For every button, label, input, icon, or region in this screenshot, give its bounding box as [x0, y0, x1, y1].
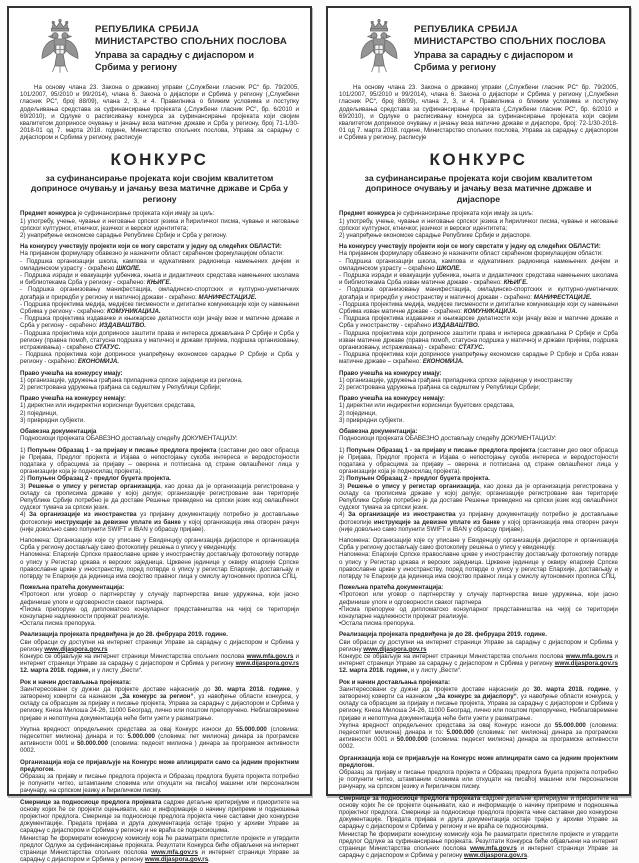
paragraph: Сви обрасци су доступни на интернет страници Управе за сарадњу с дијаспором и Србима у региону www.dijaspora.gov.rs	[339, 638, 618, 653]
area-abbreviation: СТАТУС.	[94, 344, 121, 352]
paragraph	[20, 631, 299, 638]
paragraph	[20, 243, 299, 250]
bold-text: Предмет конкурса	[339, 210, 396, 218]
bold-text: Смернице за подносиоце предлога пројеката	[20, 798, 162, 806]
paragraph: - Подршка организацији школа, кампова и едукативних радионица намењених дечјем и омладинском узрасту - скраћено ШКОЛЕ.	[20, 257, 299, 272]
paragraph: •Писма препоруке од дипломатско конзуларног представништва на чијој се територији конзуларне надлежности пројекат реализује.	[339, 605, 618, 620]
document-title: КОНКУРС	[429, 149, 528, 169]
department-name-line1: Управа за сарадњу с дијаспором и	[414, 49, 573, 60]
paragraph: - Подршка организовању манифестација, омладинско-спортских и културно-уметничких догађаја и приредби у иностранству и матичној држави - скраћено: МАНИФЕСТАЦИЈЕ.	[339, 286, 618, 301]
paragraph: - Подршка пројектима медија, медијске писмености и дигиталне комуникације који су намењени Србима у региону - скраћено: КОМУНИКАЦИЈА.	[20, 300, 299, 316]
paragraph: Предмет конкурса је суфинансирање пројеката који имају за циљ:	[339, 210, 534, 218]
bold-text: Право учешћа на конкурсу имају:	[20, 369, 123, 377]
paragraph: 4) За организације из иностранства уз пријавну документацију потребно је достављање фотокопије инструкције за девизне уплате из банке у којој организација има отворен рачун (није довољно само попунити SWIFT и IBAN у обрасцу пријаве).	[20, 511, 299, 533]
serbia-coat-of-arms-icon	[37, 18, 83, 78]
ministry-name: МИНИСТАРСТВО СПОЉНИХ ПОСЛОВА	[414, 36, 606, 47]
bold-text: Попуњен Образац 2 - предлог буџета пројекта.	[346, 475, 490, 483]
bold-text: Попуњен Образац 2 - предлог буџета пројекта.	[27, 475, 171, 483]
bold-text: 12. марта 2018. године,	[20, 667, 91, 675]
document-section	[20, 537, 299, 580]
paragraph: •Остала писма препорука.	[20, 620, 96, 628]
document-section	[339, 537, 618, 580]
serbia-coat-of-arms-icon	[356, 18, 402, 78]
document-section	[20, 759, 299, 795]
link-url[interactable]: www.mfa.gov.rs	[151, 849, 198, 857]
bold-text: За организације из иностранства	[348, 511, 456, 519]
document-section	[339, 795, 618, 860]
bold-text: Смернице за подносиоце предлога пројеката	[339, 794, 481, 802]
paragraph: 3) привредни субјекти.	[20, 416, 86, 424]
paragraph: 1) употребу, учење, чување и неговање српског језика и ћириличког писма, чување и неговање српског културног, етничког, језичког и верског идентитета;	[20, 217, 299, 232]
paragraph: - Подршка пројектима медија, медијске писмености и дигиталне комуникације који су намењени Србима изван матичне државе - скраћено: КОМУНИКАЦИЈА.	[339, 300, 618, 316]
document-page-diaspora	[326, 6, 631, 860]
document-header	[20, 15, 299, 80]
document-subtitle: за суфинансирање пројеката који својим квалитетом доприносе очувању и јачању веза матичне државе и дијаспоре	[364, 172, 593, 204]
paragraph: 2) Попуњен Образац 2 - предлог буџета пројекта.	[20, 475, 171, 483]
bold-text: Предмет конкурса	[20, 210, 77, 218]
document-subtitle: за суфинансирање пројеката који својим квалитетом доприносе очувању и јачању веза матичне државе и Срба у региону	[30, 172, 289, 204]
paragraph	[339, 679, 618, 686]
paragraph: 2) унапређење економске сарадње Републике Србије и дијаспоре.	[339, 232, 532, 240]
paragraph: 3) Решење о упису у регистар организација, као доказ да је организација регистрована у складу са прописима државе у којој делује; организације регистроване ван територије Републике Србије потребно је да доставе Решење преведено на српски језик код овлашћеног судског тумача за српски језик.	[20, 482, 299, 512]
bold-text: „За конкурс за регион“	[119, 693, 194, 700]
paragraph: Подносиоци пројеката ОБАВЕЗНО достављају следећу ДОКУМЕНТАЦИЈУ:	[20, 435, 238, 443]
bold-text: Организација која се пријављује на Конкурс може аплицирати само са једним пројектним предлогом.	[339, 754, 618, 769]
paragraph: - Подршка пројектима који доприносе унапређењу економске сарадње Р Србије и Срба изван матичне државе – скраћено: ЕКОНОМИЈА.	[339, 351, 618, 366]
link-url[interactable]: www.mfa.gov.rs	[246, 652, 294, 660]
paragraph	[20, 370, 299, 377]
paragraph: - Подршка пројектима који доприносе унапређењу економске сарадње Р Србије и Срба у региону - скраћено: ЕКОНОМИЈА.	[20, 351, 299, 366]
bold-text: Пожељна пратећа документација:	[339, 584, 444, 592]
document-body	[339, 210, 618, 859]
paragraph: Смернице за подносиоце предлога пројеката садрже детаљне критеријуме и приоритете на основу којих ће се пројекти оцењивати, као и информације о начину припреме и подношења пројектног предлога. Смернице за подносиоце предлога пројекта чине саставни део конкурсне документације. Предата пријава и друга документација остаје трајно у архиви Управе за сарадњу с дијаспором и Србима у региону и не враћа се подносиоцима.	[339, 794, 618, 831]
area-abbreviation: ИЗДАВАШТВО.	[432, 322, 480, 330]
paragraph: - Подршка пројектима издавачке и књижарске делатности који јачају везе и матичне државе и Срба у иностранству - скраћено ИЗДАВАШТВО.	[339, 315, 618, 330]
paragraph: Напомена: Организације које су уписане у Евиденцију организација дијаспоре и организација Срба у региону достављају само фотокопију решења о упису у евиденцију.	[339, 536, 618, 552]
document-header	[339, 15, 618, 80]
document-section	[20, 799, 299, 863]
department-name-line1: Управа за сарадњу с дијаспором и	[95, 49, 254, 60]
link-url[interactable]: www.mfa.gov.rs	[565, 652, 613, 660]
paragraph: •Протокол или уговор о партнерству у случају партнерства више удружења, који јасно дефинише улоге и одговорности сваког партнера.	[20, 591, 299, 606]
area-abbreviation: КОМУНИКАЦИЈА.	[463, 308, 518, 316]
paragraph: Предмет конкурса је суфинансирање пројеката који имају за циљ:	[20, 210, 215, 218]
paragraph: Заинтересовани су дужни да пројекте доставе најкасније до 30. марта 2018. године, у затвореној коверти са назнаком „За конкурс за дијаспору“, уз навођење области конкурса, у складу са обрасцем за пријаву и писање пројекта, Управа за сарадњу с дијаспором и Србима у региону, Кнеза Милоша 24-26, 11000 Београд, лично или поштом препоручено, Неблаговремене пријаве и непотпуна документација неће бити узети у разматрање.	[339, 685, 618, 722]
country-name: РЕПУБЛИКА СРБИЈА	[414, 23, 518, 35]
paragraph: 3) Решење о упису у регистар организација, као доказ да је организација регистрована у складу са прописима државе у којој делује; организације регистроване ван територије Републике Србије потребно је да доставе Решење преведено на српски језик код овлашћеног судског тумача за српски језик.	[339, 482, 618, 512]
document-section	[20, 679, 299, 722]
paragraph: 1) организације, удружења грађана припадника српске заједнице из региона,	[20, 376, 243, 384]
document-section	[339, 755, 618, 791]
paragraph: На пријавном формулару обавезно је назначити област скраћеном формулацијом области:	[20, 250, 284, 258]
document-section	[339, 447, 618, 533]
paragraph: На пријавном формулару обавезно је назначити област скраћеном формулацијом области:	[339, 250, 603, 258]
document-section	[20, 370, 299, 392]
paragraph	[20, 679, 299, 686]
paragraph: 1) Попуњен Образац 1 - за пријаву и писање предлога пројекта (саставни део овог обрасца је Пријава, Предлог пројекта и Изјава о непостојању сукоба интереса и веродостојности података у обрасцима за пријаву – оверена и потписана од стране овлашћеног лица у организацији која је подносилац пројекта).	[339, 446, 618, 476]
paragraph: - Подршка организацији школа, кампова и едукативних радионица намењених дечјем и омладинском узрасту – скраћено ШКОЛЕ.	[339, 257, 618, 272]
paragraph	[339, 370, 618, 377]
bold-text: „За конкурс за дијаспору“	[434, 693, 517, 700]
bold-text: Решење о упису у регистар организација	[28, 482, 161, 490]
bold-text: Реализација пројеката предвиђена је до 28. фебруара 2019. године.	[20, 631, 228, 639]
paragraph: 2) регистрована удружења грађана са седиштем у Републици Србији;	[339, 384, 541, 392]
link-url[interactable]: www.dijaspora.gov.rs	[363, 645, 427, 653]
bold-text: 30. марта 2018. године	[533, 685, 610, 693]
paragraph	[339, 755, 618, 769]
paragraph: 1) директни или индиректни корисници буџетских средстава,	[339, 402, 515, 410]
document-section	[339, 631, 618, 674]
document-section	[339, 370, 618, 392]
bold-text: инструкције за девизне уплате из банке	[373, 518, 500, 526]
bold-text: На конкурсу учествују пројекти који се могу сврстати у једну од следећих ОБЛАСТИ:	[20, 243, 282, 251]
legal-basis-paragraph: На основу члана 23. Закона о државној управи („Службени гласник РС“ бр. 79/2005, 101/2007, 95/2010 и 99/2014), члана 6. Закона о дијаспори и Србима у региону („Службени гласник РС“, број 88/09), члана 2, 3, и 4. Правилника о ближим условима и поступку додељивања средстава за суфинансирање пројеката („Службени гласник РС“, бр. 6/2010 и 69/2010), и Одлуке о расписивању конкурса за суфинансирање пројеката који својим квалитетом доприносе очувању и јачању веза матичне државе и дијаспоре, број: 72-1/30-2018-01 од 7. марта 2018. године, Министарство спољних послова, Управа за сарадњу с дијаспором и Србима у региону, расписује	[339, 84, 618, 142]
paragraph: Укупна вредност опредељених средстава за овај Конкурс износи до 55.000.000 (словима: педесетпет милиона) динара и то: 5.000.000 (словима: пет милиона) динара за програмске активности 0001 и 50.000.000 (словима: педесет милиона ) динара за програмске активности 0002.	[20, 725, 300, 755]
area-abbreviation: МАНИФЕСТАЦИЈЕ.	[198, 293, 257, 301]
area-abbreviation: МАНИФЕСТАЦИЈЕ.	[533, 293, 592, 301]
paragraph	[20, 584, 299, 591]
bold-text: На конкурсу учествују пројекти који се могу сврстати у једну од следећих ОБЛАСТИ:	[339, 243, 601, 251]
area-abbreviation: ЕКОНОМИЈА.	[77, 358, 120, 366]
paragraph: Министар ће формирати конкурсну комисију која ће разматрати пристигле пројекте и утврдити предлог Одлуке за суфинансирање пројеката. Резултати Конкурса биће објављени на интернет страници Министарства спољних послова www.mfa.gov.rs и интернет страници Управе за сарадњу с дијаспором и Србима у региону www.dijaspora.gov.rs.	[20, 834, 299, 863]
bold-text: Реализација пројеката предвиђена је до 28. фебруара 2019. године.	[339, 631, 547, 639]
bold-text: 30. марта 2018. године	[214, 685, 291, 693]
link-url[interactable]: www.dijaspora.gov.rs	[463, 852, 528, 860]
document-section	[339, 428, 618, 442]
bold-text: Попуњен Образац 1 - за пријаву и писање предлога пројекта	[27, 446, 217, 454]
bold-text: Пожељна пратећа документација:	[20, 584, 125, 592]
bold-text: 55.000.000	[554, 721, 586, 729]
document-section	[20, 631, 299, 674]
document-body	[20, 210, 299, 863]
paragraph: 3) привредни субјекти.	[339, 416, 405, 424]
document-section	[20, 447, 299, 533]
document-page-region	[7, 6, 312, 863]
paragraph: - Подршка организовању манифестација, омладинско-спортских и културно-уметничких догађаја и приредби у региону и матичној држави - скраћено: МАНИФЕСТАЦИЈЕ.	[20, 286, 299, 301]
link-url[interactable]: www.dijaspora.gov.rs	[554, 660, 618, 668]
paragraph	[339, 631, 618, 638]
paragraph: Напомена: Епархије Српске православне цркве у иностранству достављају фотокопију потврде о упису у Регистар цркава и верских заједница. Црквене јединице у оквиру епархије Српске православне цркве у иностранству, поред потврде о упису у регистар Епархије, достављају и потврду те Епархије да јединица има својство правног лица у смислу аутономних прописа СПЦ.	[20, 551, 299, 580]
bold-text: Обавезна документација:	[339, 428, 418, 436]
area-abbreviation: ЕКОНОМИЈА.	[422, 358, 464, 366]
paragraph: Заинтересовани су дужни да пројекте доставе најкасније до 30. марта 2018. године, у затвореној коверти са назнаком „За конкурс за регион“, уз навођење области конкурса, у складу са обрасцем за пријаву и писање пројекта, Управа за сарадњу с дијаспором и Србима у региону, Кнеза Милоша 24-26, 11000 Београд, лично или поштом препоручено. Неблаговремене пријаве и непотпуна документација неће бити узети у разматрање.	[20, 685, 299, 722]
document-section	[20, 726, 299, 755]
ministry-name: МИНИСТАРСТВО СПОЉНИХ ПОСЛОВА	[95, 36, 287, 47]
department-name-line2: Србима у региону	[414, 61, 497, 72]
paragraph: Напомена: Епархије Српске православне цркве у иностранству достављају фотокопију потврде о упису у Регистар цркава и верских заједница. Црквене јединице у оквиру епархије Српске православне цркве у иностранству, поред потврде о упису у регистар Епархије, достављају и потврду те Епархије да јединица има својство правног лица у смислу аутономних прописа СПЦ.	[339, 551, 618, 580]
bold-text: 55.000.000	[235, 725, 267, 733]
paragraph: Конкурс се објављује на интернет страници Министарства спољних послова www.mfa.gov.rs и интернет страници Управе за сарадњу с дијаспором и Србима у региону www.dijaspora.gov.rs 12. марта 2018. године, и у листу „Вести“.	[339, 652, 618, 675]
paragraph: Министар ће формирати конкурсну комисију која ће разматрати пристигле пројекте и утврдити предлог Одлуке за суфинансирање пројеката. Резултати Конкурса биће објављени на интернет страници Министарства спољних послова www.mfa.gov.rs и интернет страници Управе за сарадњу с дијаспором и Србима у региону www.dijaspora.gov.rs.	[339, 830, 618, 860]
bold-text: Право учешћа на конкурсу немају:	[20, 395, 126, 403]
area-abbreviation: КЊИГЕ.	[146, 279, 172, 287]
paragraph: - Подршка изради и евакуацији уџбеника, књига и дидактичких средстава намењених школама и библиотекама Срба у региону - скраћено: КЊИГЕ.	[20, 272, 299, 287]
paragraph	[20, 759, 299, 773]
bold-text: Право учешћа на конкурсу имају:	[339, 369, 442, 377]
area-abbreviation: КЊИГЕ.	[503, 279, 528, 287]
bold-text: Рок и начин достављања пројеката:	[20, 678, 132, 686]
paragraph	[339, 243, 618, 250]
area-abbreviation: ШКОЛЕ.	[116, 264, 141, 272]
paragraph: 1) директни или индиректни корисници буџетских средстава,	[20, 402, 196, 410]
paragraph: •Протокол или уговор о партнерству у случају партнерства више удружења, који јасно дефинише улоге и одговорности сваког партнера	[339, 591, 618, 606]
area-abbreviation: СТАТУС.	[458, 344, 485, 352]
paragraph: Укупна вредност опредељених средстава за овај Конкурс износи до 55.000.000 (словима: педесетпет милиона) динара и то: 5.000.000 (словима: пет милиона) динара за програмске активности 0001 и 50.000.000 (словима: педесет милиона) динара за програмске активности 0002.	[339, 721, 619, 751]
paragraph: 2) унапређење економске сарадње Републике Србије и Срба у региону.	[20, 232, 228, 240]
legal-basis-paragraph: На основу члана 23. Закона о државној управи („Службени гласник РС“ бр. 79/2005, 101/2007, 95/2010 и 99/2014), члана 6. Закона о дијаспори и Србима у региону („Службени гласник РС“, број 88/09), члана 2, 3, и 4. Правилника о ближим условима и поступку додељивања средстава за суфинансирање пројеката („Службени гласник РС“, бр. 6/2010 и 69/2010), и Одлуке о расписивању конкурса за суфинансирање пројеката који својим квалитетом доприносе очувању и јачању веза матичне државе и Срба у региону, број 71-1/30-2018-01 од 7. марта 2018. године, Министарство спољних послова, Управа за сарадњу с дијаспором и Србима у региону, расписује	[20, 84, 299, 142]
bold-text: Рок и начин достављања пројеката:	[339, 678, 451, 686]
paragraph: 2) Попуњен Образац 2 - предлог буџета пројекта.	[339, 475, 490, 483]
document-section	[20, 428, 299, 442]
document-section	[339, 395, 618, 424]
link-url[interactable]: www.dijaspora.gov.rs	[144, 856, 209, 863]
paragraph: Подносиоци пројеката ОБАВЕЗНО достављају следећу ДОКУМЕНТАЦИЈУ:	[339, 435, 557, 443]
paragraph: 2) појединци,	[339, 409, 377, 417]
document-section	[339, 210, 618, 239]
paragraph: Образац за пријаву и писање предлога пројекта и Образац предлога буџета пројекта потребно је попунити читко, штампаним словима или откуцати на писаћој машини или персоналном рачунару, на српском језику и ћириличком писму.	[20, 773, 299, 795]
paragraph	[339, 395, 618, 402]
bold-text: Право учешћа на конкурсу немају:	[339, 395, 445, 403]
paragraph: - Подршка пројектима издавачке и књижарске делатности који јачају везе и матичне државе и Срба у региону - скраћено: ИЗДАВАШТВО.	[20, 315, 299, 330]
paragraph: •Остала писма препорука.	[339, 620, 415, 628]
document-section	[20, 395, 299, 424]
paragraph: 2) регистрована удружења грађана са седиштем у Републици Србији;	[20, 384, 222, 392]
document-title: КОНКУРС	[110, 149, 209, 169]
ministry-header-text	[95, 24, 287, 73]
document-section	[20, 210, 299, 239]
bold-text: Попуњен Образац 1 - за пријаву и писање предлога пројекта	[346, 446, 536, 454]
document-section	[20, 584, 299, 627]
bold-text: Решење о упису у регистар организација	[347, 482, 480, 490]
bold-text: 50.000.000	[76, 740, 108, 748]
bold-text: 5.000.000	[127, 733, 155, 741]
country-name: РЕПУБЛИКА СРБИЈА	[95, 23, 199, 35]
paragraph	[20, 395, 299, 402]
paragraph	[20, 428, 299, 435]
link-url[interactable]: www.mfa.gov.rs	[470, 845, 517, 853]
paragraph: 1) Попуњен Образац 1 - за пријаву и писање предлога пројекта (саставни део овог обрасца је Пријава, Предлог пројекта и Изјава о непостојању сукоба интереса и веродостојности података у обрасцима за пријаву – оверена и потписана од стране овлашћеног лица у организацији која је подносилац пројекта).	[20, 446, 299, 476]
paragraph: Напомена: Организације које су уписане у Евиденцију организација дијаспоре и организација Срба у региону достављају само фотокопију решења о упису у евиденцију.	[20, 536, 299, 552]
paragraph: 1) употребу, учење, чување и неговање српског језика и ћириличког писма, чување и неговање српског културног, етничког, језичког и верског идентитета;	[339, 217, 618, 232]
document-section	[339, 679, 618, 751]
bold-text: За организације из иностранства	[29, 511, 137, 519]
paragraph: - Подршка пројектима који доприносе заштити права и интереса држављана Р Србије и Срба у региону (правна помоћ, статусна подршка у матичној и држави пријема, подршка организовању, истраживања) - скраћено СТАТУС.	[20, 329, 299, 352]
paragraph: 4) За организације из иностранства уз пријавну документацију потребно је достављање фотокопије инструкције за девизне уплате из банке у којој организација има отворен рачун (није довољно само попунити SWIFT и IBAN у обрасцу пријаве).	[339, 511, 618, 533]
bold-text: 12. марта 2018. године,	[339, 667, 410, 675]
paragraph: Конкурс се објављује на интернет страници Министарства спољних послова www.mfa.gov.rs и интернет страници Управе за сарадњу с дијаспором и Србима у региону www.dijaspora.gov.rs 12. марта 2018. године, и у листу „Вести“.	[20, 652, 299, 675]
document-section	[339, 243, 618, 365]
paragraph: - Подршка изради и евакуацији уџбеника, књига и дидактичких средстава намењених школама и библиотекама Срба изван матичне државе - скраћено: КЊИГЕ.	[339, 272, 618, 287]
ministry-header-text	[414, 24, 606, 73]
paragraph: Образац за пријаву и писање предлога пројекта и Образац предлога буџета пројекта потребно је попунити читко, штампаним словима или откуцати на писаћој машини или персоналном рачунару, на српском језику и ћириличком писму.	[339, 769, 618, 791]
area-abbreviation: КОМУНИКАЦИЈА.	[107, 308, 161, 316]
paragraph: Смернице за подносиоце предлога пројеката садрже детаљне критеријуме и приоритете на основу којих ће се пројекти оцењивати, као и информације о начину припреме и подношења пројектног предлога. Смернице за подносиоце предлога пројекта чине саставни део конкурсне документације. Предата пријава и друга документација остаје трајно у архиви Управе за сарадњу с дијаспором и Србима у региону и не враћа се подносиоцима.	[20, 798, 299, 835]
department-name-line2: Србима у региону	[95, 61, 178, 72]
bold-text: 5.000.000	[446, 729, 474, 737]
paragraph: •Писма препоруке од дипломатско конзуларног представништва на чијој се територији конзуларне надлежности пројекат реализује.	[20, 605, 299, 620]
link-url[interactable]: www.dijaspora.gov.rs	[44, 645, 108, 653]
document-section	[20, 243, 299, 365]
paragraph	[339, 428, 618, 435]
bold-text: инструкције за девизне уплате из банке	[54, 518, 181, 526]
bold-text: 50.000.000	[396, 736, 428, 744]
area-abbreviation: ШКОЛЕ.	[436, 264, 462, 272]
paragraph: - Подршка пројектима који доприносе заштити права и интереса држављана Р Србије и Срба изван матичне државе (правна помоћ, статусна подршка у матичној и држави пријема, подршка организовању, истраживања) - скраћено: СТАТУС.	[339, 329, 618, 352]
bold-text: Организација која се пријављује на Конкурс може аплицирати само са једним пројектним предлогом.	[20, 758, 299, 773]
area-abbreviation: ИЗДАВАШТВО.	[99, 322, 146, 330]
paragraph: Сви обрасци су доступни на интернет страници Управе за сарадњу с дијаспором и Србима у региону www.dijaspora.gov.rs	[20, 638, 299, 653]
link-url[interactable]: www.dijaspora.gov.rs	[235, 660, 299, 668]
bold-text: Обавезна документација	[20, 428, 97, 436]
document-section	[339, 584, 618, 627]
paragraph	[339, 584, 618, 591]
paragraph: 1) организације, удружења грађана припадника српске заједнице у иностранству	[339, 376, 573, 384]
paragraph: 2) појединци,	[20, 409, 58, 417]
